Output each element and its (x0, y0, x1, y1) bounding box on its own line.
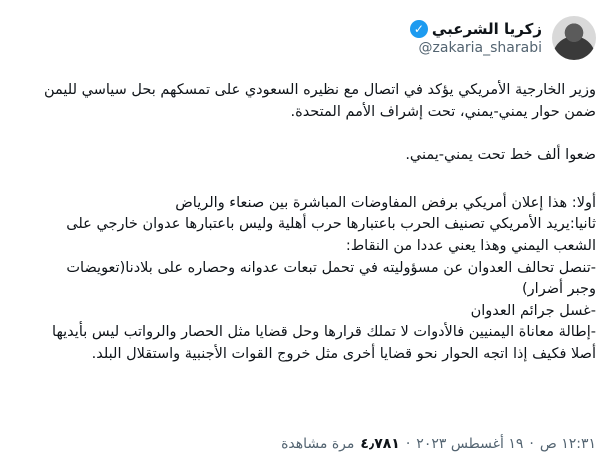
author-names (410, 20, 542, 56)
tweet-text (44, 80, 596, 366)
tweet-date[interactable]: ١٩ أغسطس ٢٠٢٣ (416, 436, 524, 452)
tweet-line: -غسل جرائم العدوان (470, 302, 596, 319)
tweet-time[interactable]: ١٢:٣١ ص (539, 436, 596, 452)
author-avatar[interactable] (552, 16, 596, 60)
tweet-line: أولا: هذا إعلان أمريكي برفض المفاوضات المباشرة بين صنعاء والرياض (175, 194, 596, 211)
tweet-header (410, 16, 596, 60)
views-count: ٤٫٧٨١ (360, 436, 400, 452)
tweet-paragraph-1: وزير الخارجية الأمريكي يؤكد في اتصال مع نظيره السعودي على تمسكهم بحل سياسي لليمن ضمن حوار يمني-يمني، تحت إشراف الأمم المتحدة. (43, 82, 596, 120)
author-name-row (410, 20, 542, 38)
tweet-line: -تنصل تحالف العدوان عن مسؤوليته في تحمل تبعات عدوانه وحصاره على بلادنا(تعويضات وجبر أضرار) (66, 259, 596, 298)
tweet-meta (281, 436, 596, 452)
tweet-line: ثانيا:يريد الأمريكي تصنيف الحرب باعتبارها حرب أهلية وليس باعتبارها عدوان خارجي على الشعب اليمني وهذا يعني عددا من النقاط: (66, 216, 596, 254)
author-display-name[interactable]: زكريا الشرعبي (431, 20, 542, 38)
tweet-paragraph-2: ضعوا ألف خط تحت يمني-يمني. (405, 147, 596, 164)
meta-separator: · (529, 436, 534, 452)
author-handle[interactable]: @zakaria_sharabi (418, 40, 542, 56)
meta-separator: · (405, 436, 411, 452)
verified-badge-icon: ✓ (410, 20, 428, 38)
views-label: مرة مشاهدة (281, 436, 355, 452)
tweet-line: -إطالة معاناة اليمنيين فالأدوات لا تملك قرارها وحل قضايا مثل الحصار والرواتب ليس بأيديها أصلا فكيف إذا اتجه الحوار نحو قضايا أخرى مثل خروج القوات الأجنبية واستقلال البلد. (52, 324, 596, 362)
